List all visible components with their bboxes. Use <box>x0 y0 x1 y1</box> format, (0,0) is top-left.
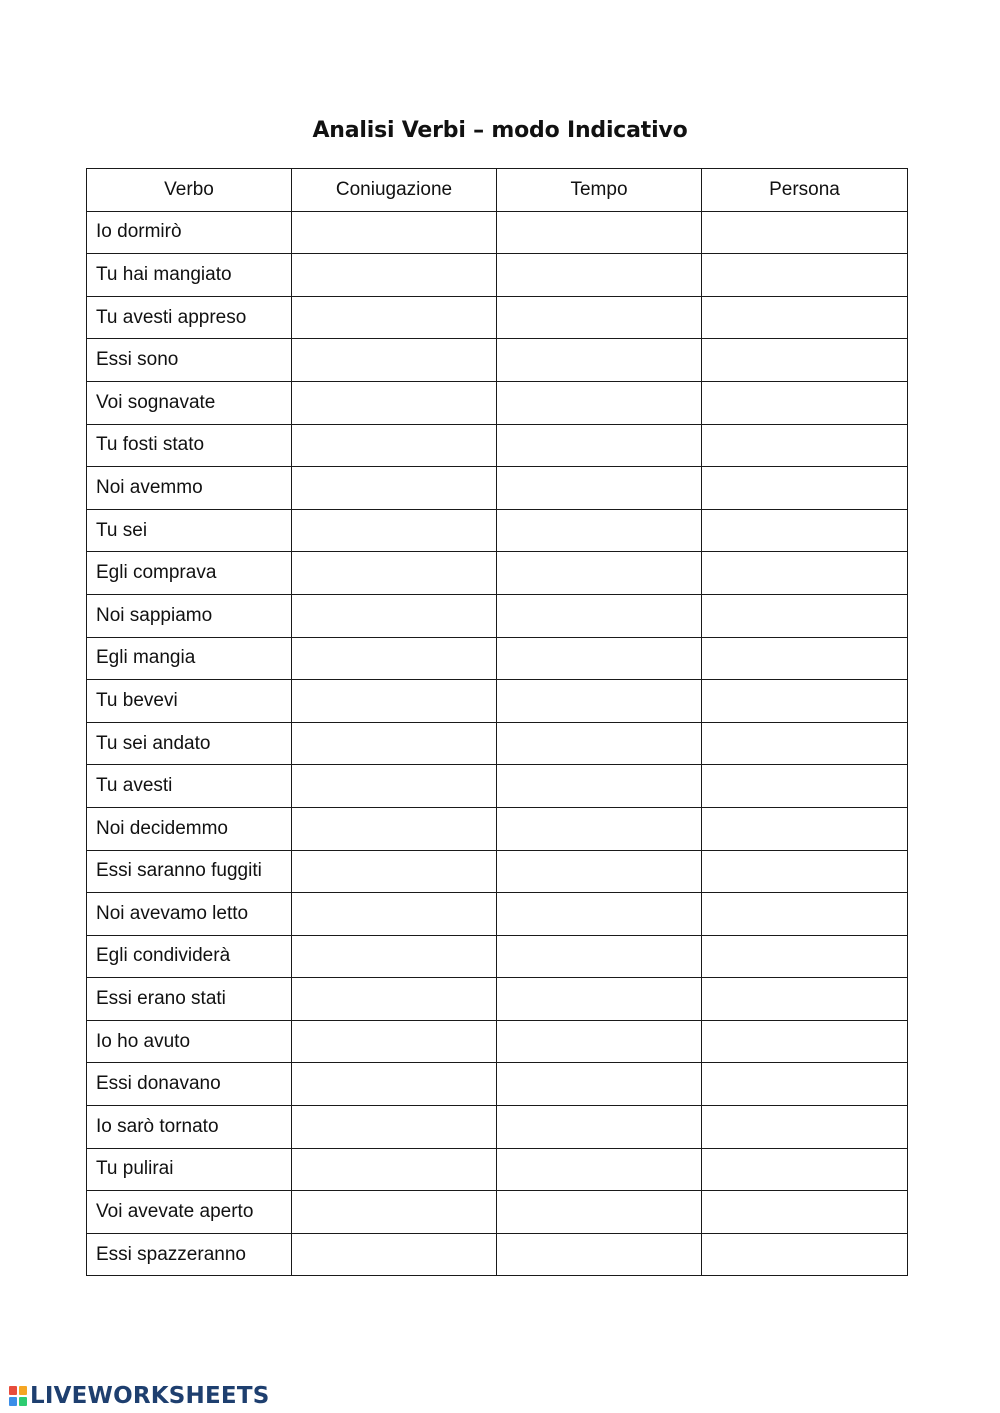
verb-cell: Essi saranno fuggiti <box>87 850 292 893</box>
tempo-answer-cell[interactable] <box>497 850 702 893</box>
verb-cell: Egli condividerà <box>87 935 292 978</box>
tempo-answer-cell[interactable] <box>497 637 702 680</box>
tempo-answer-cell[interactable] <box>497 680 702 723</box>
persona-answer-cell[interactable] <box>702 424 908 467</box>
table-row <box>87 935 908 978</box>
verb-cell: Tu sei <box>87 509 292 552</box>
table-row <box>87 467 908 510</box>
table-row <box>87 1148 908 1191</box>
verb-cell: Io ho avuto <box>87 1020 292 1063</box>
persona-answer-cell[interactable] <box>702 211 908 254</box>
persona-answer-cell[interactable] <box>702 594 908 637</box>
persona-answer-cell[interactable] <box>702 1148 908 1191</box>
verb-cell: Essi donavano <box>87 1063 292 1106</box>
coniugazione-answer-cell[interactable] <box>292 254 497 297</box>
tempo-answer-cell[interactable] <box>497 424 702 467</box>
tempo-answer-cell[interactable] <box>497 1148 702 1191</box>
verb-cell: Tu bevevi <box>87 680 292 723</box>
coniugazione-answer-cell[interactable] <box>292 722 497 765</box>
verb-cell: Io dormirò <box>87 211 292 254</box>
tempo-answer-cell[interactable] <box>497 893 702 936</box>
persona-answer-cell[interactable] <box>702 1233 908 1276</box>
table-row <box>87 381 908 424</box>
table-row <box>87 211 908 254</box>
persona-answer-cell[interactable] <box>702 978 908 1021</box>
coniugazione-answer-cell[interactable] <box>292 424 497 467</box>
verb-cell: Io sarò tornato <box>87 1106 292 1149</box>
coniugazione-answer-cell[interactable] <box>292 935 497 978</box>
coniugazione-answer-cell[interactable] <box>292 211 497 254</box>
verb-analysis-table <box>86 168 908 1276</box>
verb-cell: Voi avevate aperto <box>87 1191 292 1234</box>
table-row <box>87 807 908 850</box>
table-row <box>87 1106 908 1149</box>
persona-answer-cell[interactable] <box>702 850 908 893</box>
coniugazione-answer-cell[interactable] <box>292 381 497 424</box>
table-row <box>87 1191 908 1234</box>
persona-answer-cell[interactable] <box>702 254 908 297</box>
verb-cell: Essi spazzeranno <box>87 1233 292 1276</box>
persona-answer-cell[interactable] <box>702 1063 908 1106</box>
persona-answer-cell[interactable] <box>702 381 908 424</box>
column-header-verbo: Verbo <box>87 169 292 212</box>
table-row <box>87 978 908 1021</box>
tempo-answer-cell[interactable] <box>497 1063 702 1106</box>
column-header-tempo: Tempo <box>497 169 702 212</box>
coniugazione-answer-cell[interactable] <box>292 467 497 510</box>
table-row <box>87 1020 908 1063</box>
verb-cell: Noi sappiamo <box>87 594 292 637</box>
table-row <box>87 1063 908 1106</box>
coniugazione-answer-cell[interactable] <box>292 637 497 680</box>
tempo-answer-cell[interactable] <box>497 1020 702 1063</box>
brand-name: LIVEWORKSHEETS <box>30 1383 270 1409</box>
persona-answer-cell[interactable] <box>702 765 908 808</box>
verb-cell: Tu pulirai <box>87 1148 292 1191</box>
tempo-answer-cell[interactable] <box>497 296 702 339</box>
verb-cell: Tu avesti <box>87 765 292 808</box>
liveworksheets-brand <box>8 1383 269 1409</box>
persona-answer-cell[interactable] <box>702 339 908 382</box>
verb-cell: Essi sono <box>87 339 292 382</box>
persona-answer-cell[interactable] <box>702 893 908 936</box>
verb-cell: Tu avesti appreso <box>87 296 292 339</box>
table-row <box>87 552 908 595</box>
verb-cell: Tu hai mangiato <box>87 254 292 297</box>
tempo-answer-cell[interactable] <box>497 339 702 382</box>
persona-answer-cell[interactable] <box>702 1191 908 1234</box>
coniugazione-answer-cell[interactable] <box>292 850 497 893</box>
coniugazione-answer-cell[interactable] <box>292 594 497 637</box>
column-header-coniugazione: Coniugazione <box>292 169 497 212</box>
coniugazione-answer-cell[interactable] <box>292 509 497 552</box>
verb-cell: Tu fosti stato <box>87 424 292 467</box>
tempo-answer-cell[interactable] <box>497 722 702 765</box>
tempo-answer-cell[interactable] <box>497 1191 702 1234</box>
tempo-answer-cell[interactable] <box>497 807 702 850</box>
coniugazione-answer-cell[interactable] <box>292 339 497 382</box>
tempo-answer-cell[interactable] <box>497 509 702 552</box>
coniugazione-answer-cell[interactable] <box>292 296 497 339</box>
persona-answer-cell[interactable] <box>702 1106 908 1149</box>
tempo-answer-cell[interactable] <box>497 254 702 297</box>
persona-answer-cell[interactable] <box>702 637 908 680</box>
coniugazione-answer-cell[interactable] <box>292 1106 497 1149</box>
coniugazione-answer-cell[interactable] <box>292 680 497 723</box>
coniugazione-answer-cell[interactable] <box>292 807 497 850</box>
table-row <box>87 509 908 552</box>
coniugazione-answer-cell[interactable] <box>292 552 497 595</box>
table-row <box>87 850 908 893</box>
verb-cell: Noi decidemmo <box>87 807 292 850</box>
tempo-answer-cell[interactable] <box>497 1233 702 1276</box>
persona-answer-cell[interactable] <box>702 296 908 339</box>
table-row <box>87 893 908 936</box>
tempo-answer-cell[interactable] <box>497 552 702 595</box>
table-row <box>87 296 908 339</box>
persona-answer-cell[interactable] <box>702 1020 908 1063</box>
liveworksheets-logo-icon <box>8 1385 28 1407</box>
tempo-answer-cell[interactable] <box>497 765 702 808</box>
coniugazione-answer-cell[interactable] <box>292 1191 497 1234</box>
table-row <box>87 424 908 467</box>
tempo-answer-cell[interactable] <box>497 594 702 637</box>
persona-answer-cell[interactable] <box>702 722 908 765</box>
tempo-answer-cell[interactable] <box>497 1106 702 1149</box>
page-title: Analisi Verbi – modo Indicativo <box>312 118 688 143</box>
verb-cell: Egli comprava <box>87 552 292 595</box>
coniugazione-answer-cell[interactable] <box>292 1233 497 1276</box>
table-row <box>87 594 908 637</box>
persona-answer-cell[interactable] <box>702 509 908 552</box>
tempo-answer-cell[interactable] <box>497 978 702 1021</box>
persona-answer-cell[interactable] <box>702 552 908 595</box>
table-row <box>87 637 908 680</box>
verb-cell: Voi sognavate <box>87 381 292 424</box>
table-row <box>87 680 908 723</box>
persona-answer-cell[interactable] <box>702 935 908 978</box>
persona-answer-cell[interactable] <box>702 680 908 723</box>
persona-answer-cell[interactable] <box>702 467 908 510</box>
coniugazione-answer-cell[interactable] <box>292 1020 497 1063</box>
table-header-row <box>87 169 908 212</box>
coniugazione-answer-cell[interactable] <box>292 1063 497 1106</box>
table-row <box>87 765 908 808</box>
coniugazione-answer-cell[interactable] <box>292 893 497 936</box>
verb-cell: Essi erano stati <box>87 978 292 1021</box>
coniugazione-answer-cell[interactable] <box>292 978 497 1021</box>
verb-cell: Noi avevamo letto <box>87 893 292 936</box>
table-row <box>87 254 908 297</box>
table-row <box>87 1233 908 1276</box>
verb-cell: Noi avemmo <box>87 467 292 510</box>
verb-cell: Tu sei andato <box>87 722 292 765</box>
table-row <box>87 339 908 382</box>
tempo-answer-cell[interactable] <box>497 935 702 978</box>
table-row <box>87 722 908 765</box>
column-header-persona: Persona <box>702 169 908 212</box>
tempo-answer-cell[interactable] <box>497 211 702 254</box>
coniugazione-answer-cell[interactable] <box>292 1148 497 1191</box>
tempo-answer-cell[interactable] <box>497 467 702 510</box>
coniugazione-answer-cell[interactable] <box>292 765 497 808</box>
persona-answer-cell[interactable] <box>702 807 908 850</box>
tempo-answer-cell[interactable] <box>497 381 702 424</box>
verb-cell: Egli mangia <box>87 637 292 680</box>
